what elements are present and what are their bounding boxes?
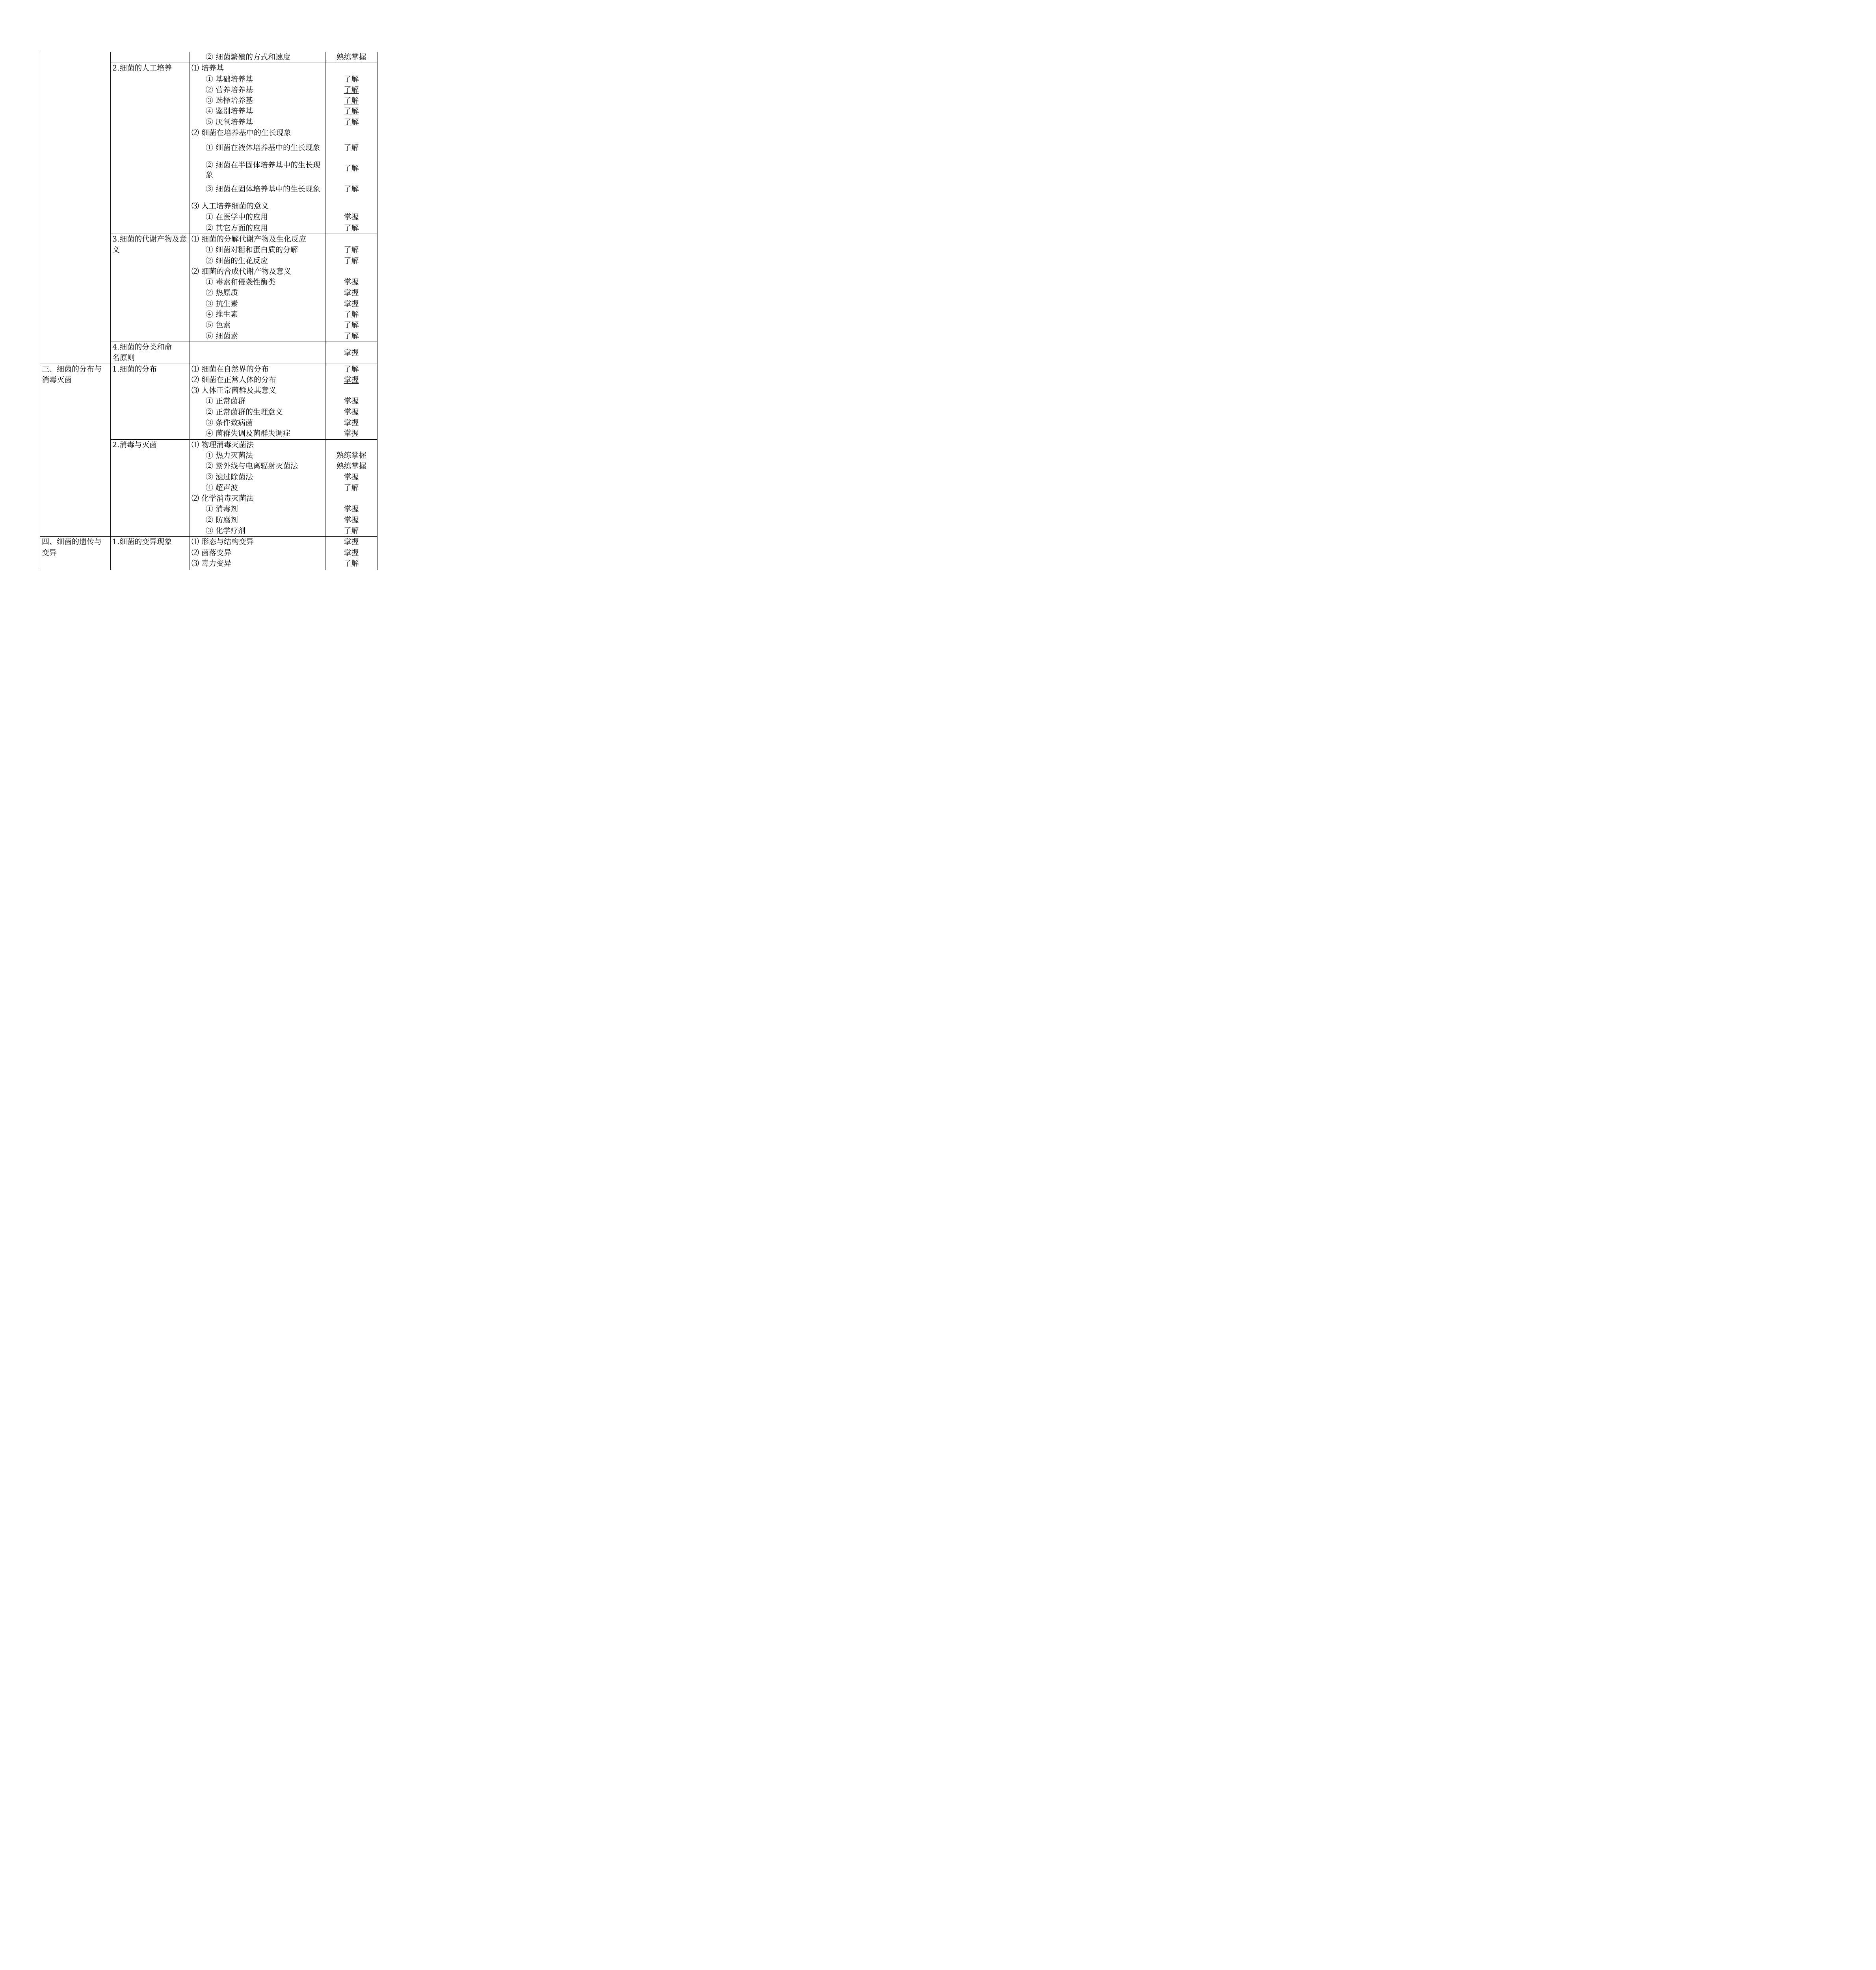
level-line: 掌握 <box>344 505 359 514</box>
level-line: 熟练掌握 <box>336 462 366 471</box>
section-label: 四、细菌的遗传与变异 <box>42 537 102 557</box>
level-line: 掌握 <box>344 472 359 481</box>
content-line: ⑤ 厌氧培养基 <box>206 117 253 126</box>
level-line: 掌握 <box>344 537 359 546</box>
level-line <box>325 385 377 396</box>
topic-label: 1.细菌的变异现象 <box>112 537 172 546</box>
content-cell <box>190 439 325 537</box>
topic-cell <box>111 63 190 234</box>
level-line: 了解 <box>344 107 359 116</box>
level-cell <box>325 537 377 570</box>
level-cell <box>325 63 377 234</box>
level-line <box>325 266 377 277</box>
content-line: ⑴ 培养基 <box>192 64 224 73</box>
level-line: 掌握 <box>344 278 359 287</box>
level-line <box>325 128 377 138</box>
topic-cell <box>111 342 190 364</box>
content-cell <box>190 342 325 364</box>
content-line: ① 正常菌群 <box>206 397 246 406</box>
content-line: ③ 条件致病菌 <box>206 418 253 427</box>
syllabus-table <box>40 52 377 570</box>
content-line: ① 细菌对糖和蛋白质的分解 <box>206 245 298 255</box>
content-line: ⑵ 细菌的合成代谢产物及意义 <box>192 267 292 276</box>
content-line: ② 防腐剂 <box>206 515 238 524</box>
content-line: ② 热原质 <box>206 288 238 297</box>
table-row <box>40 52 377 63</box>
level-line: 熟练掌握 <box>336 53 366 61</box>
syllabus-table-wrapper <box>40 52 377 570</box>
topic-cell <box>111 537 190 570</box>
section-cell <box>40 364 111 537</box>
level-line: 了解 <box>344 526 359 535</box>
level-line: 了解 <box>344 143 359 152</box>
content-line <box>192 569 325 570</box>
level-line: 了解 <box>344 364 359 374</box>
level-line: 了解 <box>344 331 359 340</box>
topic-label: 2.细菌的人工培养 <box>112 64 172 73</box>
level-line: 掌握 <box>344 299 359 308</box>
level-cell <box>325 342 377 364</box>
topic-cell <box>111 52 190 63</box>
content-line: ③ 化学疗剂 <box>206 526 246 535</box>
content-line: ⑴ 形态与结构变异 <box>192 537 254 546</box>
level-line: 掌握 <box>344 429 359 438</box>
level-line <box>325 197 377 212</box>
content-line: ④ 维生素 <box>206 310 238 319</box>
section-cell <box>40 537 111 570</box>
level-line: 了解 <box>344 256 359 265</box>
level-line: 掌握 <box>344 515 359 524</box>
table-row <box>40 537 377 570</box>
content-line: ① 热力灭菌法 <box>206 451 253 460</box>
content-line: ③ 滤过除菌法 <box>206 472 253 481</box>
content-line: ⑥ 细菌素 <box>206 331 238 340</box>
content-line: ⑶ 毒力变异 <box>192 559 232 568</box>
content-line: ⑵ 化学消毒灭菌法 <box>192 494 254 503</box>
level-line: 熟练掌握 <box>336 451 366 460</box>
level-line <box>325 493 377 504</box>
level-cell <box>325 52 377 63</box>
topic-cell <box>111 439 190 537</box>
level-line: 了解 <box>344 321 359 330</box>
level-line: 掌握 <box>344 548 359 557</box>
level-line: 了解 <box>344 117 359 126</box>
content-line: ③ 细菌在固体培养基中的生长现象 <box>206 185 321 194</box>
content-line: ⑵ 菌落变异 <box>192 548 232 557</box>
level-line: 掌握 <box>344 213 359 222</box>
content-line: ① 在医学中的应用 <box>206 213 268 222</box>
content-line: ④ 菌群失调及菌群失调症 <box>206 429 291 438</box>
content-cell <box>190 52 325 63</box>
topic-label: 4.细菌的分类和命名原则 <box>112 342 172 362</box>
level-line: 了解 <box>344 223 359 232</box>
content-line: ③ 抗生素 <box>206 299 238 308</box>
level-line: 了解 <box>344 85 359 94</box>
topic-cell <box>111 234 190 342</box>
table-row <box>40 364 377 439</box>
content-line: ⑴ 细菌的分解代谢产物及生化反应 <box>192 234 307 243</box>
topic-cell <box>111 364 190 439</box>
topic-label: 2.消毒与灭菌 <box>112 440 157 449</box>
content-line: ⑤ 色素 <box>206 321 231 330</box>
level-line: 掌握 <box>344 375 359 384</box>
content-line: ② 细菌在半固体培养基中的生长现象 <box>206 161 321 180</box>
level-line: 了解 <box>344 559 359 568</box>
level-cell <box>325 364 377 439</box>
content-line: ② 紫外线与电离辐射灭菌法 <box>206 462 298 471</box>
content-line: ② 细菌繁殖的方式和速度 <box>206 53 291 61</box>
content-line: ① 基础培养基 <box>206 74 253 84</box>
level-line: 掌握 <box>344 348 359 357</box>
content-line: ① 毒素和侵袭性酶类 <box>206 278 276 287</box>
level-line: 了解 <box>344 164 359 173</box>
section-cell <box>40 52 111 364</box>
level-line <box>325 63 377 74</box>
level-line: 掌握 <box>344 397 359 406</box>
content-line: ④ 鉴别培养基 <box>206 107 253 116</box>
content-line: ② 其它方面的应用 <box>206 223 268 232</box>
level-line: 了解 <box>344 310 359 319</box>
content-line: ③ 选择培养基 <box>206 96 253 105</box>
content-line: ⑶ 人工培养细菌的意义 <box>192 202 269 211</box>
level-line <box>325 440 377 450</box>
content-cell <box>190 537 325 570</box>
content-line: ⑵ 细菌在培养基中的生长现象 <box>192 128 292 138</box>
content-line: ⑵ 细菌在正常人体的分布 <box>192 375 277 384</box>
content-line: ② 正常菌群的生理意义 <box>206 407 283 416</box>
content-line: ⑶ 人体正常菌群及其意义 <box>192 386 277 395</box>
level-line: 了解 <box>344 185 359 194</box>
content-cell <box>190 234 325 342</box>
level-line: 了解 <box>344 483 359 492</box>
content-line: ① 细菌在液体培养基中的生长现象 <box>206 143 321 152</box>
level-line: 掌握 <box>344 288 359 297</box>
level-cell <box>325 439 377 537</box>
content-line: ④ 超声波 <box>206 483 238 492</box>
level-line: 了解 <box>344 96 359 105</box>
content-line: ⑴ 物理消毒灭菌法 <box>192 440 254 449</box>
level-line: 了解 <box>344 245 359 255</box>
content-cell <box>190 63 325 234</box>
content-line: ② 细菌的生花反应 <box>206 256 268 265</box>
content-cell <box>190 364 325 439</box>
topic-label: 1.细菌的分布 <box>112 364 157 374</box>
level-cell <box>325 234 377 342</box>
topic-label: 3.细菌的代谢产物及意义 <box>112 234 187 255</box>
content-line: ① 消毒剂 <box>206 505 238 514</box>
content-line: ⑴ 细菌在自然界的分布 <box>192 364 269 374</box>
level-line <box>325 234 377 245</box>
level-line: 掌握 <box>344 418 359 427</box>
level-line: 了解 <box>344 74 359 84</box>
level-line: 掌握 <box>344 407 359 416</box>
section-label: 三、细菌的分布与消毒灭菌 <box>42 364 102 384</box>
content-line: ② 营养培养基 <box>206 85 253 94</box>
